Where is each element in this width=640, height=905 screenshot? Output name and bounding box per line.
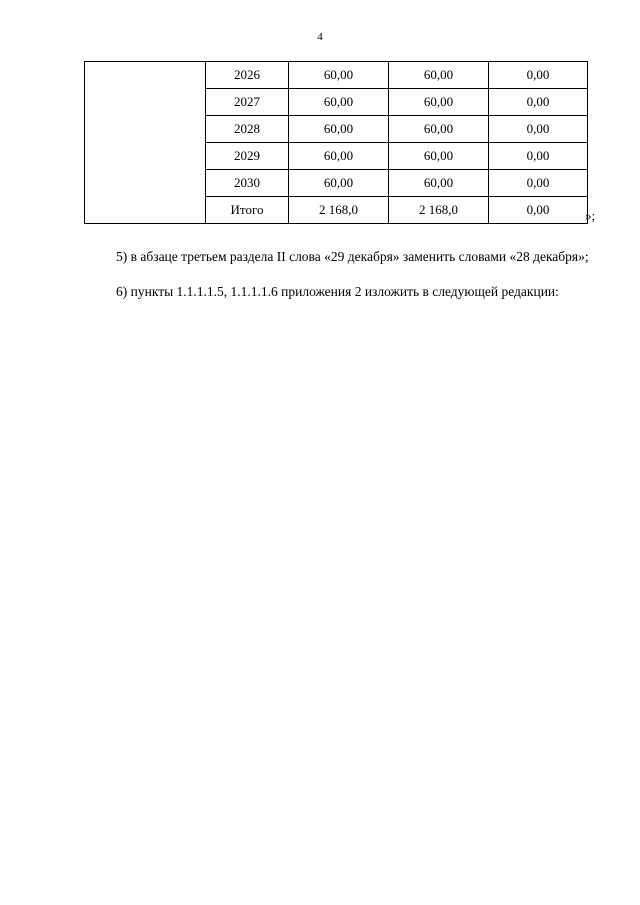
total-value-cell: 2 168,0: [389, 197, 489, 224]
value-cell: 60,00: [289, 143, 389, 170]
year-cell: 2029: [206, 143, 289, 170]
year-cell: 2030: [206, 170, 289, 197]
value-cell: 60,00: [389, 116, 489, 143]
total-value-cell: 0,00: [489, 197, 588, 224]
paragraph-5: 5) в абзаце третьем раздела II слова «29 декабря» заменить словами «28 декабря»;: [116, 249, 589, 264]
year-cell: 2026: [206, 62, 289, 89]
value-cell: 0,00: [489, 143, 588, 170]
paragraph-6: 6) пункты 1.1.1.1.5, 1.1.1.1.6 приложения 2 изложить в следующей редакции:: [116, 284, 559, 299]
value-cell: 60,00: [389, 89, 489, 116]
value-cell: 60,00: [289, 62, 389, 89]
value-cell: 60,00: [389, 143, 489, 170]
value-cell: 60,00: [289, 89, 389, 116]
value-cell: 0,00: [489, 62, 588, 89]
value-cell: 0,00: [489, 170, 588, 197]
total-label-cell: Итого: [206, 197, 289, 224]
year-cell: 2027: [206, 89, 289, 116]
merged-blank-cell: [85, 62, 206, 224]
page-number: 4: [317, 31, 323, 43]
closing-quote: »;: [585, 208, 596, 223]
value-cell: 60,00: [389, 62, 489, 89]
total-value-cell: 2 168,0: [289, 197, 389, 224]
value-cell: 0,00: [489, 89, 588, 116]
table-row: [85, 62, 588, 89]
value-cell: 0,00: [489, 116, 588, 143]
value-cell: 60,00: [389, 170, 489, 197]
value-cell: 60,00: [289, 170, 389, 197]
value-cell: 60,00: [289, 116, 389, 143]
budget-table: [84, 61, 588, 224]
year-cell: 2028: [206, 116, 289, 143]
